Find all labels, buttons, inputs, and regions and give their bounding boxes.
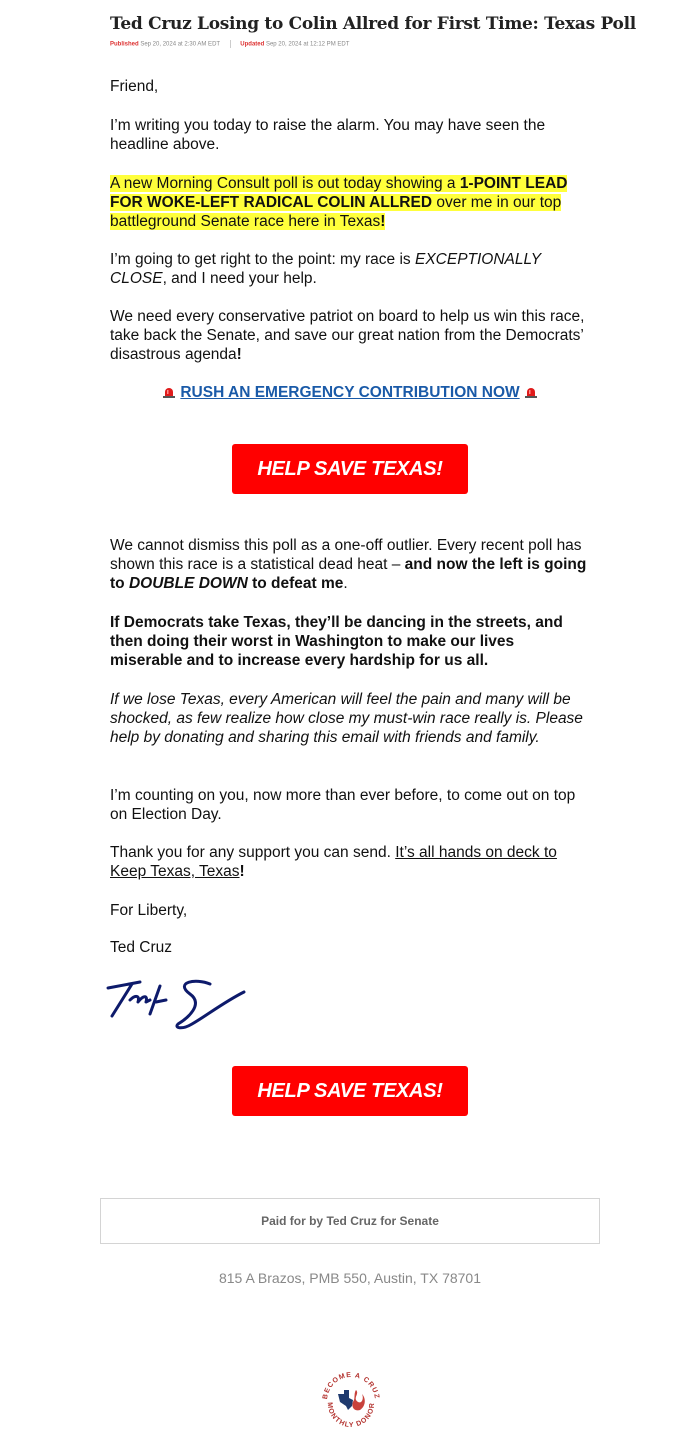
paragraph-3 <box>110 250 590 288</box>
p5-text-a: We cannot dismiss this poll as a one-off outlier. Every recent poll has shown this race is a statistical dead heat – <box>110 537 582 573</box>
p3-text-a: I’m going to get right to the point: my race is <box>110 251 415 268</box>
rush-contribution-link[interactable]: RUSH AN EMERGENCY CONTRIBUTION NOW <box>180 384 520 401</box>
help-save-texas-button[interactable]: HELP SAVE TEXAS! <box>232 444 468 494</box>
signoff-name: Ted Cruz <box>110 939 173 956</box>
signature-image <box>104 972 254 1036</box>
keep-texas-link[interactable]: It’s all hands on deck to Keep Texas, Texas <box>110 844 557 880</box>
updated-date: Sep 20, 2024 at 12:12 PM EDT <box>265 41 350 48</box>
siren-icon <box>162 386 176 398</box>
updated-label: Updated <box>240 41 265 48</box>
greeting: Friend, <box>110 78 159 95</box>
paragraph-5 <box>110 536 590 593</box>
published-label: Published <box>110 41 139 48</box>
paragraph-4 <box>110 307 590 364</box>
monthly-donor-badge-logo[interactable] <box>318 1368 384 1434</box>
paragraph-9 <box>110 843 590 881</box>
paid-for-text: Paid for by Ted Cruz for Senate <box>261 1214 439 1228</box>
p4-exclaim: ! <box>236 346 242 363</box>
footer-address: 815 A Brazos, PMB 550, Austin, TX 78701 <box>218 1270 482 1286</box>
p2-text-a: A new Morning Consult poll is out today showing a <box>110 175 460 192</box>
paragraph-2 <box>110 174 590 231</box>
p2-bold-lead: 1-POINT LEAD FOR WOKE-LEFT RADICAL COLIN ALLRED <box>110 175 568 211</box>
p3-text-c: , and I need your help. <box>162 270 317 287</box>
svg-text:BECOME A CRUZ: BECOME A CRUZ <box>321 1371 381 1400</box>
p2-text-c: over me in our top battleground Senate race here in Texas <box>110 194 562 230</box>
paragraph-7: If we lose Texas, every American will feel the pain and many will be shocked, as few realize how close my must-win race really is. Please help by donating and sharing this email with friends and family. <box>110 691 583 746</box>
p9-exclaim: ! <box>239 863 245 880</box>
paid-for-box <box>100 1198 600 1244</box>
svg-text:MONTHLY DONOR: MONTHLY DONOR <box>325 1401 377 1430</box>
help-save-texas-button-2[interactable]: HELP SAVE TEXAS! <box>232 1066 468 1116</box>
p3-italic: EXCEPTIONALLY CLOSE <box>110 251 541 287</box>
paragraph-6: If Democrats take Texas, they’ll be dancing in the streets, and then doing their worst in Washington to make our lives miserable and to increase every hardship for us all. <box>110 614 563 669</box>
meta-divider <box>230 40 231 48</box>
siren-icon <box>524 386 538 398</box>
p9-text-a: Thank you for any support you can send. <box>110 844 396 861</box>
published-date: Sep 20, 2024 at 2:30 AM EDT <box>140 41 220 48</box>
p4-text: We need every conservative patriot on board to help us win this race, take back the Senate, and save our great nation from the Democrats’ disastrous agenda <box>110 308 585 363</box>
p2-exclaim: ! <box>380 213 386 230</box>
article-header <box>110 14 636 48</box>
headline: Ted Cruz Losing to Colin Allred for First Time: Texas Poll <box>110 14 636 34</box>
p5-bold-b: and now the left is going to <box>110 556 587 592</box>
p5-bold-italic: DOUBLE DOWN <box>128 575 248 592</box>
closing: For Liberty, <box>110 902 188 919</box>
p5-period: . <box>343 575 348 592</box>
article-meta <box>110 40 610 48</box>
paragraph-8: I’m counting on you, now more than ever before, to come out on top on Election Day. <box>110 787 576 823</box>
p5-bold-d: to defeat me <box>247 575 344 592</box>
paragraph-1: I’m writing you today to raise the alarm. You may have seen the headline above. <box>110 117 546 153</box>
rush-link-row <box>0 384 700 402</box>
